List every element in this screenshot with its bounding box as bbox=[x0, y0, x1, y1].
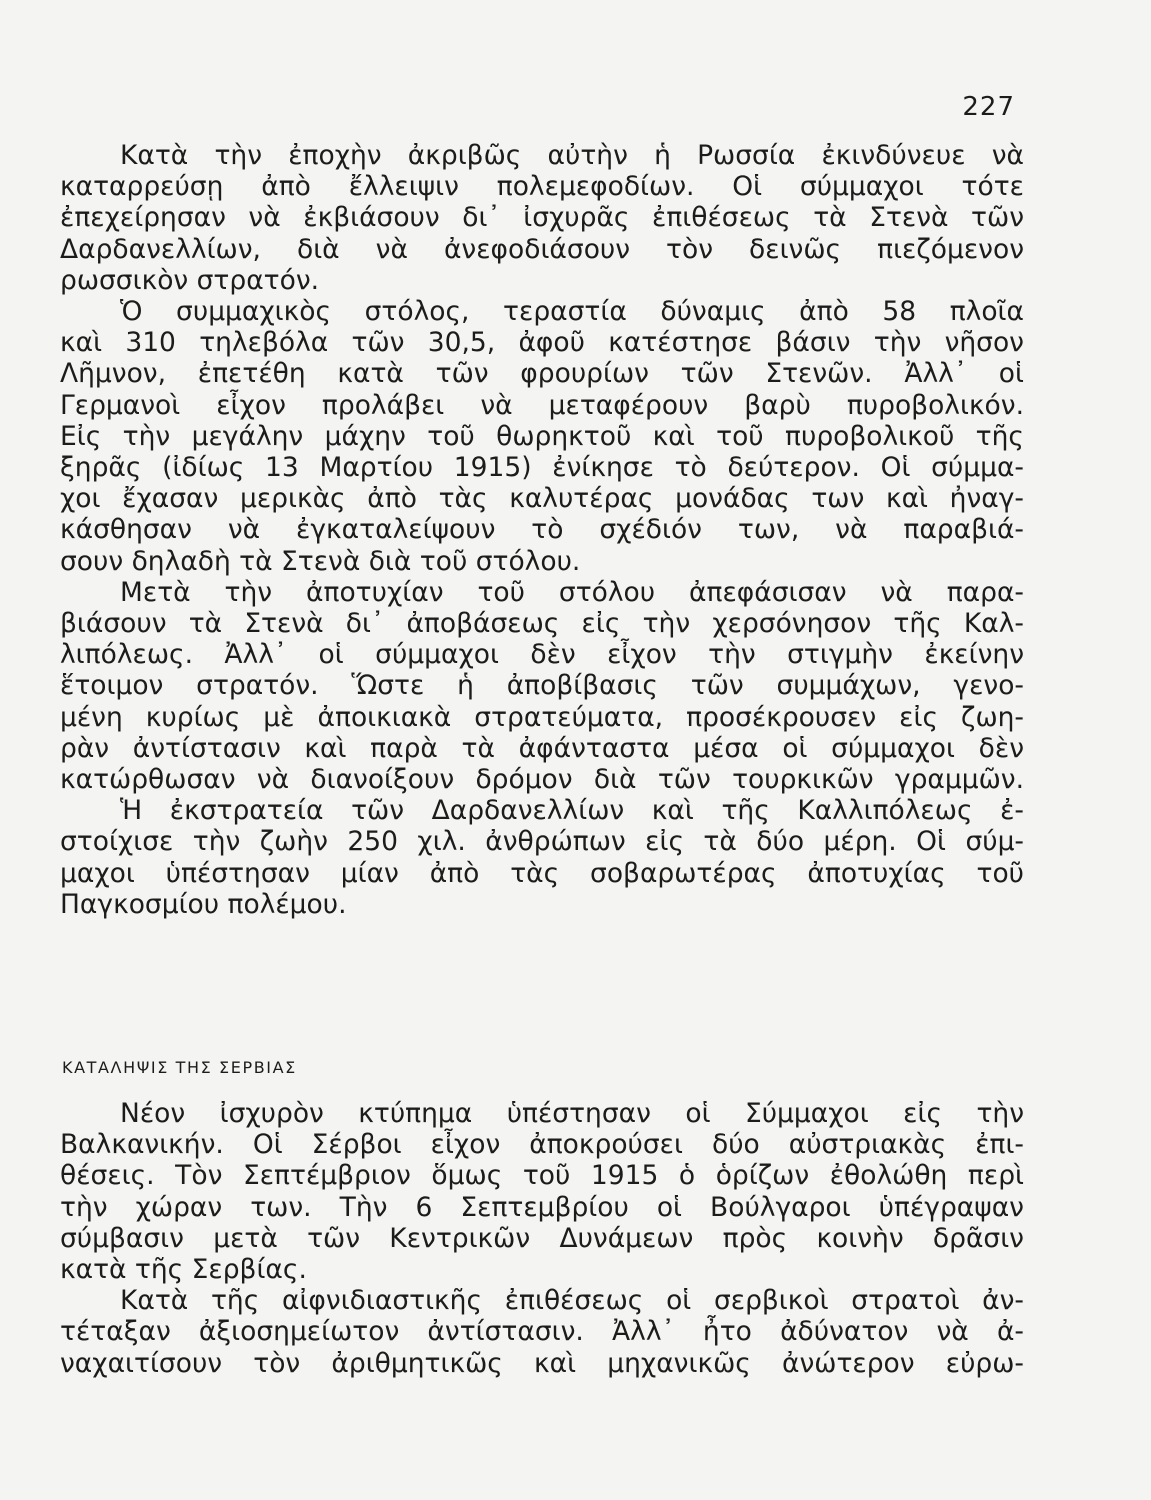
text-line: Νέον ἰσχυρὸν κτύπημα ὑπέστησαν οἱ Σύμμαχοι εἰς τὴν bbox=[120, 1098, 1024, 1129]
text-line: Κατὰ τῆς αἰφνιδιαστικῆς ἐπιθέσεως οἱ σερβικοὶ στρατοὶ ἀν- bbox=[120, 1285, 1024, 1317]
text-line: Ὁ συμμαχικὸς στόλος, τεραστία δύναμις ἀπὸ 58 πλοῖα bbox=[120, 296, 1024, 328]
text-line: βιάσουν τὰ Στενὰ δι᾽ ἀποβάσεως εἰς τὴν χερσόνησον τῆς Καλ- bbox=[60, 608, 1024, 640]
text-line: μένη κυρίως μὲ ἀποικιακὰ στρατεύματα, προσέκρουσεν εἰς ζωη- bbox=[60, 701, 1024, 733]
text-line: Δαρδανελλίων, διὰ νὰ ἀνεφοδιάσουν τὸν δεινῶς πιεζόμενον bbox=[60, 233, 1024, 265]
text-line: καὶ 310 τηλεβόλα τῶν 30,5, ἀφοῦ κατέστησε βάσιν τὴν νῆσον bbox=[60, 327, 1024, 359]
text-line: ναχαιτίσουν τὸν ἀριθμητικῶς καὶ μηχανικῶς ἀνώτερον εὐρω- bbox=[60, 1347, 1024, 1379]
text-line: Βαλκανικήν. Οἱ Σέρβοι εἶχον ἀποκρούσει δύο αὐστριακὰς ἐπι- bbox=[60, 1129, 1024, 1161]
text-line: λιπόλεως. Ἀλλ᾽ οἱ σύμμαχοι δὲν εἶχον τὴν στιγμὴν ἐκείνην bbox=[60, 639, 1024, 671]
text-line: σουν δηλαδὴ τὰ Στενὰ διὰ τοῦ στόλου. bbox=[60, 545, 581, 577]
text-line: τὴν χώραν των. Τὴν 6 Σεπτεμβρίου οἱ Βούλγαροι ὑπέγραψαν bbox=[60, 1191, 1024, 1223]
body-text-section-2 bbox=[60, 1098, 1024, 1379]
text-line: χοι ἔχασαν μερικὰς ἀπὸ τὰς καλυτέρας μονάδας των καὶ ἠναγ- bbox=[60, 483, 1024, 515]
text-line: κατώρθωσαν νὰ διανοίξουν δρόμον διὰ τῶν τουρκικῶν γραμμῶν. bbox=[60, 764, 1024, 796]
text-line: Εἰς τὴν μεγάλην μάχην τοῦ θωρηκτοῦ καὶ τοῦ πυροβολικοῦ τῆς bbox=[60, 420, 1024, 452]
text-line: μαχοι ὑπέστησαν μίαν ἀπὸ τὰς σοβαρωτέρας ἀποτυχίας τοῦ bbox=[60, 857, 1024, 889]
section-heading: ΚΑΤΑΛΗΨΙΣ ΤΗΣ ΣΕΡΒΙΑΣ bbox=[62, 1058, 297, 1077]
text-line: Μετὰ τὴν ἀποτυχίαν τοῦ στόλου ἀπεφάσισαν νὰ παρα- bbox=[120, 576, 1024, 608]
text-line: Παγκοσμίου πολέμου. bbox=[60, 888, 347, 920]
text-line: θέσεις. Τὸν Σεπτέμβριον ὅμως τοῦ 1915 ὁ ὁρίζων ἐθολώθη περὶ bbox=[60, 1160, 1024, 1192]
text-line: Γερμανοὶ εἶχον προλάβει νὰ μεταφέρουν βαρὺ πυροβολικόν. bbox=[60, 389, 1024, 421]
text-line: Λῆμνον, ἐπετέθη κατὰ τῶν φρουρίων τῶν Στενῶν. Ἀλλ᾽ οἱ bbox=[60, 358, 1024, 390]
text-line: καταρρεύσῃ ἀπὸ ἔλλειψιν πολεμεφοδίων. Οἱ σύμμαχοι τότε bbox=[60, 171, 1024, 203]
text-line: ξηρᾶς (ἰδίως 13 Μαρτίου 1915) ἐνίκησε τὸ δεύτερον. Οἱ σύμμα- bbox=[60, 452, 1024, 484]
text-line: κατὰ τῆς Σερβίας. bbox=[60, 1254, 307, 1286]
text-line: Κατὰ τὴν ἐποχὴν ἀκριβῶς αὐτὴν ἡ Ρωσσία ἐκινδύνευε νὰ bbox=[120, 140, 1024, 171]
text-line: κάσθησαν νὰ ἐγκαταλείψουν τὸ σχέδιόν των, νὰ παραβιά- bbox=[60, 514, 1024, 546]
page-number: 227 bbox=[962, 92, 1015, 122]
text-line: σύμβασιν μετὰ τῶν Κεντρικῶν Δυνάμεων πρὸς κοινὴν δρᾶσιν bbox=[60, 1222, 1024, 1254]
text-line: στοίχισε τὴν ζωὴν 250 χιλ. ἀνθρώπων εἰς τὰ δύο μέρη. Οἱ σύμ- bbox=[60, 826, 1024, 858]
text-line: ἐπεχείρησαν νὰ ἐκβιάσουν δι᾽ ἰσχυρᾶς ἐπιθέσεως τὰ Στενὰ τῶν bbox=[60, 202, 1024, 234]
body-text-section-1 bbox=[60, 140, 1024, 920]
text-line: ρὰν ἀντίστασιν καὶ παρὰ τὰ ἀφάνταστα μέσα οἱ σύμμαχοι δὲν bbox=[60, 732, 1024, 764]
text-line: ἕτοιμον στρατόν. Ὥστε ἡ ἀποβίβασις τῶν συμμάχων, γενο- bbox=[60, 670, 1024, 702]
text-line: Ἡ ἐκστρατεία τῶν Δαρδανελλίων καὶ τῆς Καλλιπόλεως ἐ- bbox=[120, 795, 1024, 827]
text-line: ρωσσικὸν στρατόν. bbox=[60, 264, 320, 296]
text-line: τέταξαν ἀξιοσημείωτον ἀντίστασιν. Ἀλλ᾽ ἦτο ἀδύνατον νὰ ἀ- bbox=[60, 1316, 1024, 1348]
